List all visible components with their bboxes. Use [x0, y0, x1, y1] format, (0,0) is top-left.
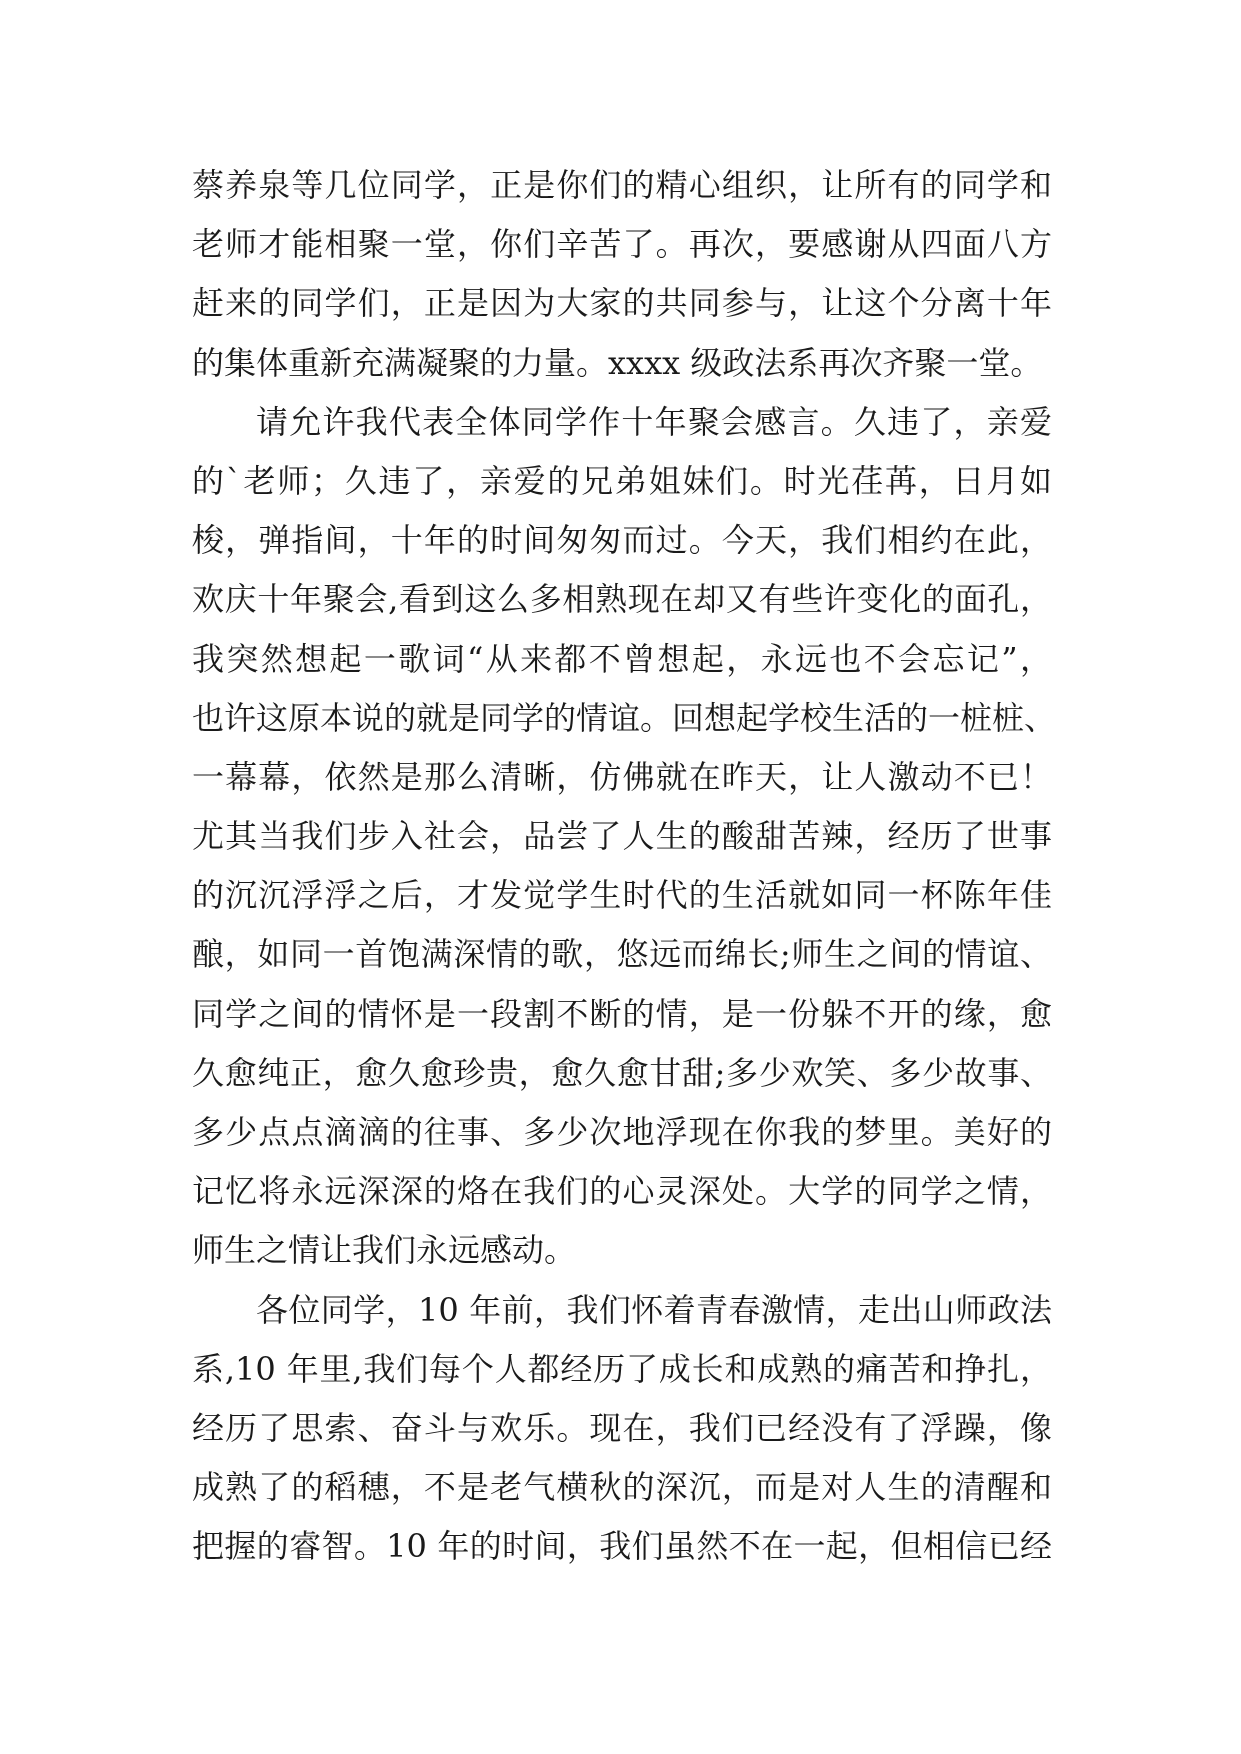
- text-line: 赶来的同学们，正是因为大家的共同参与，让这个分离十年: [192, 284, 1052, 323]
- text-line: 欢庆十年聚会,看到这么多相熟现在却又有些许变化的面孔，: [192, 580, 1052, 619]
- text-line: 的`老师；久违了，亲爱的兄弟姐妹们。时光荏苒，日月如: [192, 461, 1052, 500]
- text-line: 一幕幕，依然是那么清晰，仿佛就在昨天，让人激动不已！: [192, 757, 1052, 796]
- text-line: 老师才能相聚一堂，你们辛苦了。再次，要感谢从四面八方: [192, 225, 1052, 264]
- text-line: 梭，弹指间，十年的时间匆匆而过。今天，我们相约在此，: [192, 521, 1052, 560]
- text-line: 的集体重新充满凝聚的力量。xxxx 级政法系再次齐聚一堂。: [192, 343, 1043, 382]
- paragraph-first-line: 请允许我代表全体同学作十年聚会感言。久违了，亲爱: [256, 402, 1052, 441]
- text-line: 系,10 年里,我们每个人都经历了成长和成熟的痛苦和挣扎，: [192, 1349, 1052, 1388]
- text-line: 把握的睿智。10 年的时间，我们虽然不在一起，但相信已经: [192, 1527, 1052, 1566]
- text-line: 久愈纯正，愈久愈珍贵，愈久愈甘甜;多少欢笑、多少故事、: [192, 1053, 1052, 1092]
- text-line: 尤其当我们步入社会，品尝了人生的酸甜苦辣，经历了世事: [192, 817, 1052, 856]
- text-line: 多少点点滴滴的往事、多少次地浮现在你我的梦里。美好的: [192, 1113, 1052, 1151]
- document-body: [192, 156, 1057, 1577]
- text-line: 经历了思索、奋斗与欢乐。现在，我们已经没有了浮躁，像: [192, 1408, 1052, 1447]
- text-line: 我突然想起一歌词“从来都不曾想起，永远也不会忘记”，: [192, 639, 1052, 678]
- text-line: 的沉沉浮浮之后，才发觉学生时代的生活就如同一杯陈年佳: [192, 876, 1052, 915]
- paragraph-first-line: 各位同学，10 年前，我们怀着青春激情，走出山师政法: [256, 1290, 1052, 1329]
- text-line: 蔡养泉等几位同学，正是你们的精心组织，让所有的同学和: [192, 166, 1052, 204]
- text-line: 酿，如同一首饱满深情的歌，悠远而绵长;师生之间的情谊、: [192, 935, 1052, 974]
- text-line: 记忆将永远深深的烙在我们的心灵深处。大学的同学之情，: [192, 1172, 1052, 1211]
- text-line: 师生之情让我们永远感动。: [192, 1231, 577, 1270]
- text-line: 同学之间的情怀是一段割不断的情，是一份躲不开的缘，愈: [192, 994, 1052, 1033]
- text-line: 也许这原本说的就是同学的情谊。回想起学校生活的一桩桩、: [192, 698, 1057, 737]
- text-line: 成熟了的稻穗，不是老气横秋的深沉，而是对人生的清醒和: [192, 1468, 1052, 1507]
